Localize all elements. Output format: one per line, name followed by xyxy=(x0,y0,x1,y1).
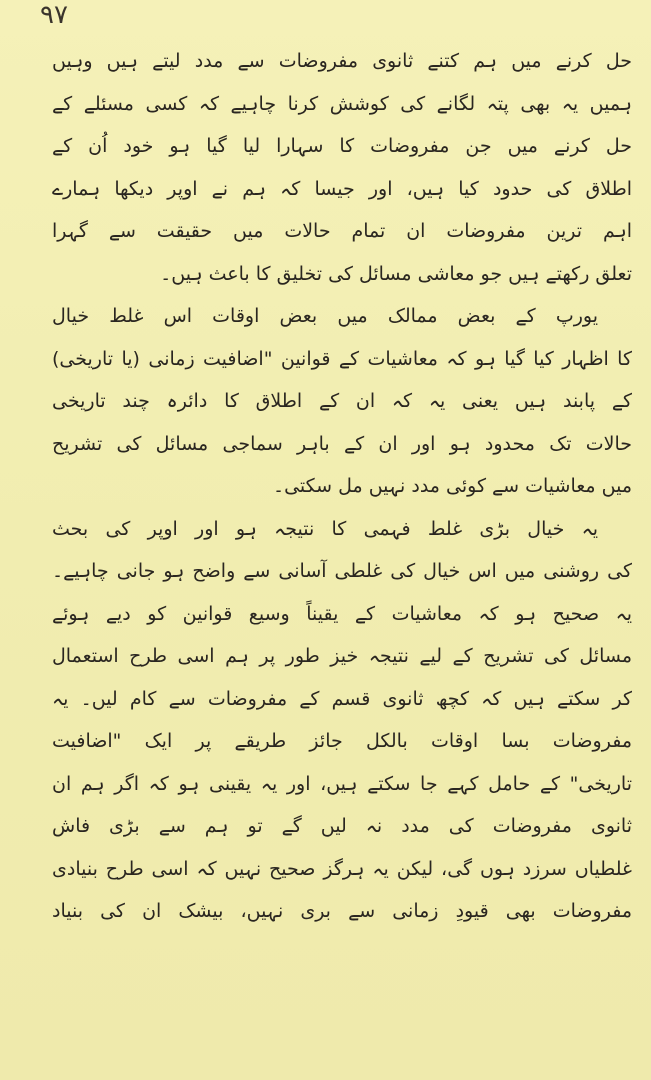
text-line: کر سکتے ہیں کہ کچھ ثانوی قسم کے مفروضات سے کام لیں۔ یہ xyxy=(52,687,632,710)
text-line: مسائل کی تشریح کے لیے نتیجہ خیز طور پر ہم اسی طرح استعمال xyxy=(52,645,632,667)
text-line: یورپ کے بعض ممالک میں بعض اوقات اس غلط خیال xyxy=(52,305,598,327)
text-line: تاریخی" کے حامل کہے جا سکتے ہیں، اور یہ یقینی ہو کہ اگر ہم ان xyxy=(52,772,632,795)
text-line: میں معاشیات سے کوئی مدد نہیں مل سکتی۔ xyxy=(272,475,632,497)
text-line: حل کرنے میں ہم کتنے ثانوی مفروضات سے مدد لیتے ہیں وہیں xyxy=(52,50,632,72)
page-number: ۹۷ xyxy=(40,0,68,30)
text-line: اطلاق کی حدود کیا ہیں، اور جیسا کہ ہم نے اوپر دیکھا ہمارے xyxy=(52,177,632,200)
text-line: غلطیاں سرزد ہوں گی، لیکن یہ ہرگز صحیح نہیں کہ اسی طرح بنیادی xyxy=(52,857,632,880)
text-line: ثانوی مفروضات کی مدد نہ لیں گے تو ہم سے بڑی فاش xyxy=(52,815,632,837)
text-line: یہ صحیح ہو کہ معاشیات کے یقیناً وسیع قوانین کو دیے ہوئے xyxy=(52,602,632,625)
text-line: مفروضات بھی قیودِ زمانی سے بری نہیں، بیشک ان کی بنیاد xyxy=(52,900,632,922)
text-line: کی روشنی میں اس خیال کی غلطی آسانی سے واضح ہو جانی چاہیے۔ xyxy=(52,560,632,582)
text-line: مفروضات بسا اوقات بالکل جائز طریقے پر ایک "اضافیت xyxy=(52,730,632,752)
text-line: اہم ترین مفروضات ان تمام حالات میں حقیقت سے گہرا xyxy=(52,220,632,242)
text-line: حالات تک محدود ہو اور ان کے باہر سماجی مسائل کی تشریح xyxy=(52,432,632,455)
text-line: کے پابند ہیں یعنی یہ کہ ان کے اطلاق کا دائرہ چند تاریخی xyxy=(52,390,632,412)
text-line: یہ خیال بڑی غلط فہمی کا نتیجہ ہو اور اوپر کی بحث xyxy=(52,517,598,540)
body-text xyxy=(52,40,632,933)
text-line: ہمیں یہ بھی پتہ لگانے کی کوشش کرنا چاہیے کہ کسی مسئلے کے xyxy=(52,92,632,115)
text-line: تعلق رکھتے ہیں جو معاشی مسائل کی تخلیق کا باعث ہیں۔ xyxy=(160,262,632,285)
text-line: کا اظہار کیا گیا ہو کہ معاشیات کے قوانین "اضافیت زمانی (یا تاریخی) xyxy=(52,347,632,370)
text-line: حل کرنے میں جن مفروضات کا سہارا لیا گیا ہو خود اُن کے xyxy=(52,135,632,157)
